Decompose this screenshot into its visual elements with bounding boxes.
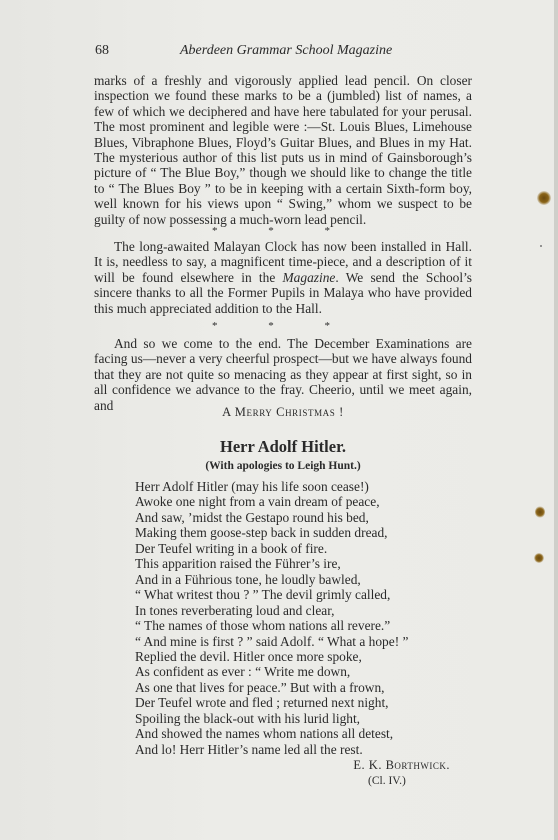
poem-line: Der Teufel writing in a book of fire. (135, 540, 328, 556)
page-number: 68 (95, 43, 109, 58)
merry-christmas-line: A Merry Christmas ! (222, 405, 344, 419)
poem-line: “ What writest thou ? ” The devil grimly called, (135, 587, 391, 603)
poem-line: And saw, ’midst the Gestapo round his bed, (135, 509, 369, 525)
poem-line: “ And mine is first ? ” said Adolf. “ What a hope! ” (135, 633, 409, 649)
poem-line: Making them goose-step back in sudden dread, (135, 525, 388, 541)
page-spine-edge (554, 0, 558, 840)
poem-line: This apparition raised the Führer’s ire, (135, 556, 341, 572)
paper-speck (540, 245, 542, 247)
paragraph-blues-list: marks of a freshly and vigorously applied lead pencil. On closer inspection we found these marks to be a (jumbled) list of names, a few of which we deciphered and have here tabulated for your perusal. The most prominent and legible were :—St. Louis Blues, Limehouse Blues, Vibraphone Blues, Floyd’s Guitar Blues, and Blues in my Hat. The mysterious author of this list puts us in mind of Gainsborough’s picture of “ The Blue Boy,” though we should like to change the title to “ The Blues Boy ” to be in keeping with a certain Sixth-form boy, well known for his views upon “ Swing,” whom we suspect to be guilty of now possessing a much-worn lead pencil. (94, 73, 472, 227)
poem-line: As one that lives for peace.” But with a frown, (135, 679, 385, 695)
poem-line: In tones reverberating loud and clear, (135, 602, 335, 618)
poem-line: Awoke one night from a vain dream of peace, (135, 494, 380, 510)
section-separator: * * * (212, 225, 354, 237)
poem-line: As confident as ever : “ Write me down, (135, 664, 351, 680)
author-class: (Cl. IV.) (368, 775, 406, 787)
ink-blot-mark (534, 553, 544, 563)
running-title: Aberdeen Grammar School Magazine (180, 43, 393, 58)
ink-blot-mark (537, 191, 551, 205)
section-separator-2: * * * (212, 320, 354, 332)
paragraph-examinations: And so we come to the end. The December Examinations are facing us—never a very cheerful prospect—but we have always found that they are not quite so menacing as they appear at first sight, so in all confidence we advance to the fray. Cheerio, until we meet again, and (94, 336, 472, 413)
magazine-word: Magazine (282, 269, 336, 285)
clock-text-end: . We send the School’s sincere thanks to all the Former Pupils in Malaya who have provided this much appreciated addition to the Hall. (94, 269, 472, 316)
poem-line: And lo! Herr Hitler’s name led all the rest. (135, 741, 363, 757)
poem-line: “ The names of those whom nations all revere.” (135, 618, 391, 634)
poem-line: Replied the devil. Hitler once more spoke, (135, 648, 362, 664)
poem-line: And showed the names whom nations all detest, (135, 726, 394, 742)
poem-author: E. K. Borthwick. (353, 758, 450, 772)
poem-body (135, 479, 475, 757)
clock-text-start: The long-awaited Malayan Clock has now been installed in Hall. It is, needless to say, a magnificent time-piece, and a description of it will be found elsewhere in the (94, 239, 472, 285)
poem-line: Herr Adolf Hitler (may his life soon cease!) (135, 479, 369, 494)
poem-line: Der Teufel wrote and fled ; returned next night, (135, 695, 389, 711)
paragraph-malayan-clock (94, 239, 472, 316)
poem-title: Herr Adolf Hitler. (219, 437, 347, 456)
poem-line: Spoiling the black-out with his lurid light, (135, 710, 361, 726)
page-header (95, 43, 475, 61)
poem-line: And in a Führious tone, he loudly bawled, (135, 571, 361, 587)
poem-subtitle: (With apologies to Leigh Hunt.) (205, 460, 361, 472)
ink-blot-mark (535, 506, 545, 518)
